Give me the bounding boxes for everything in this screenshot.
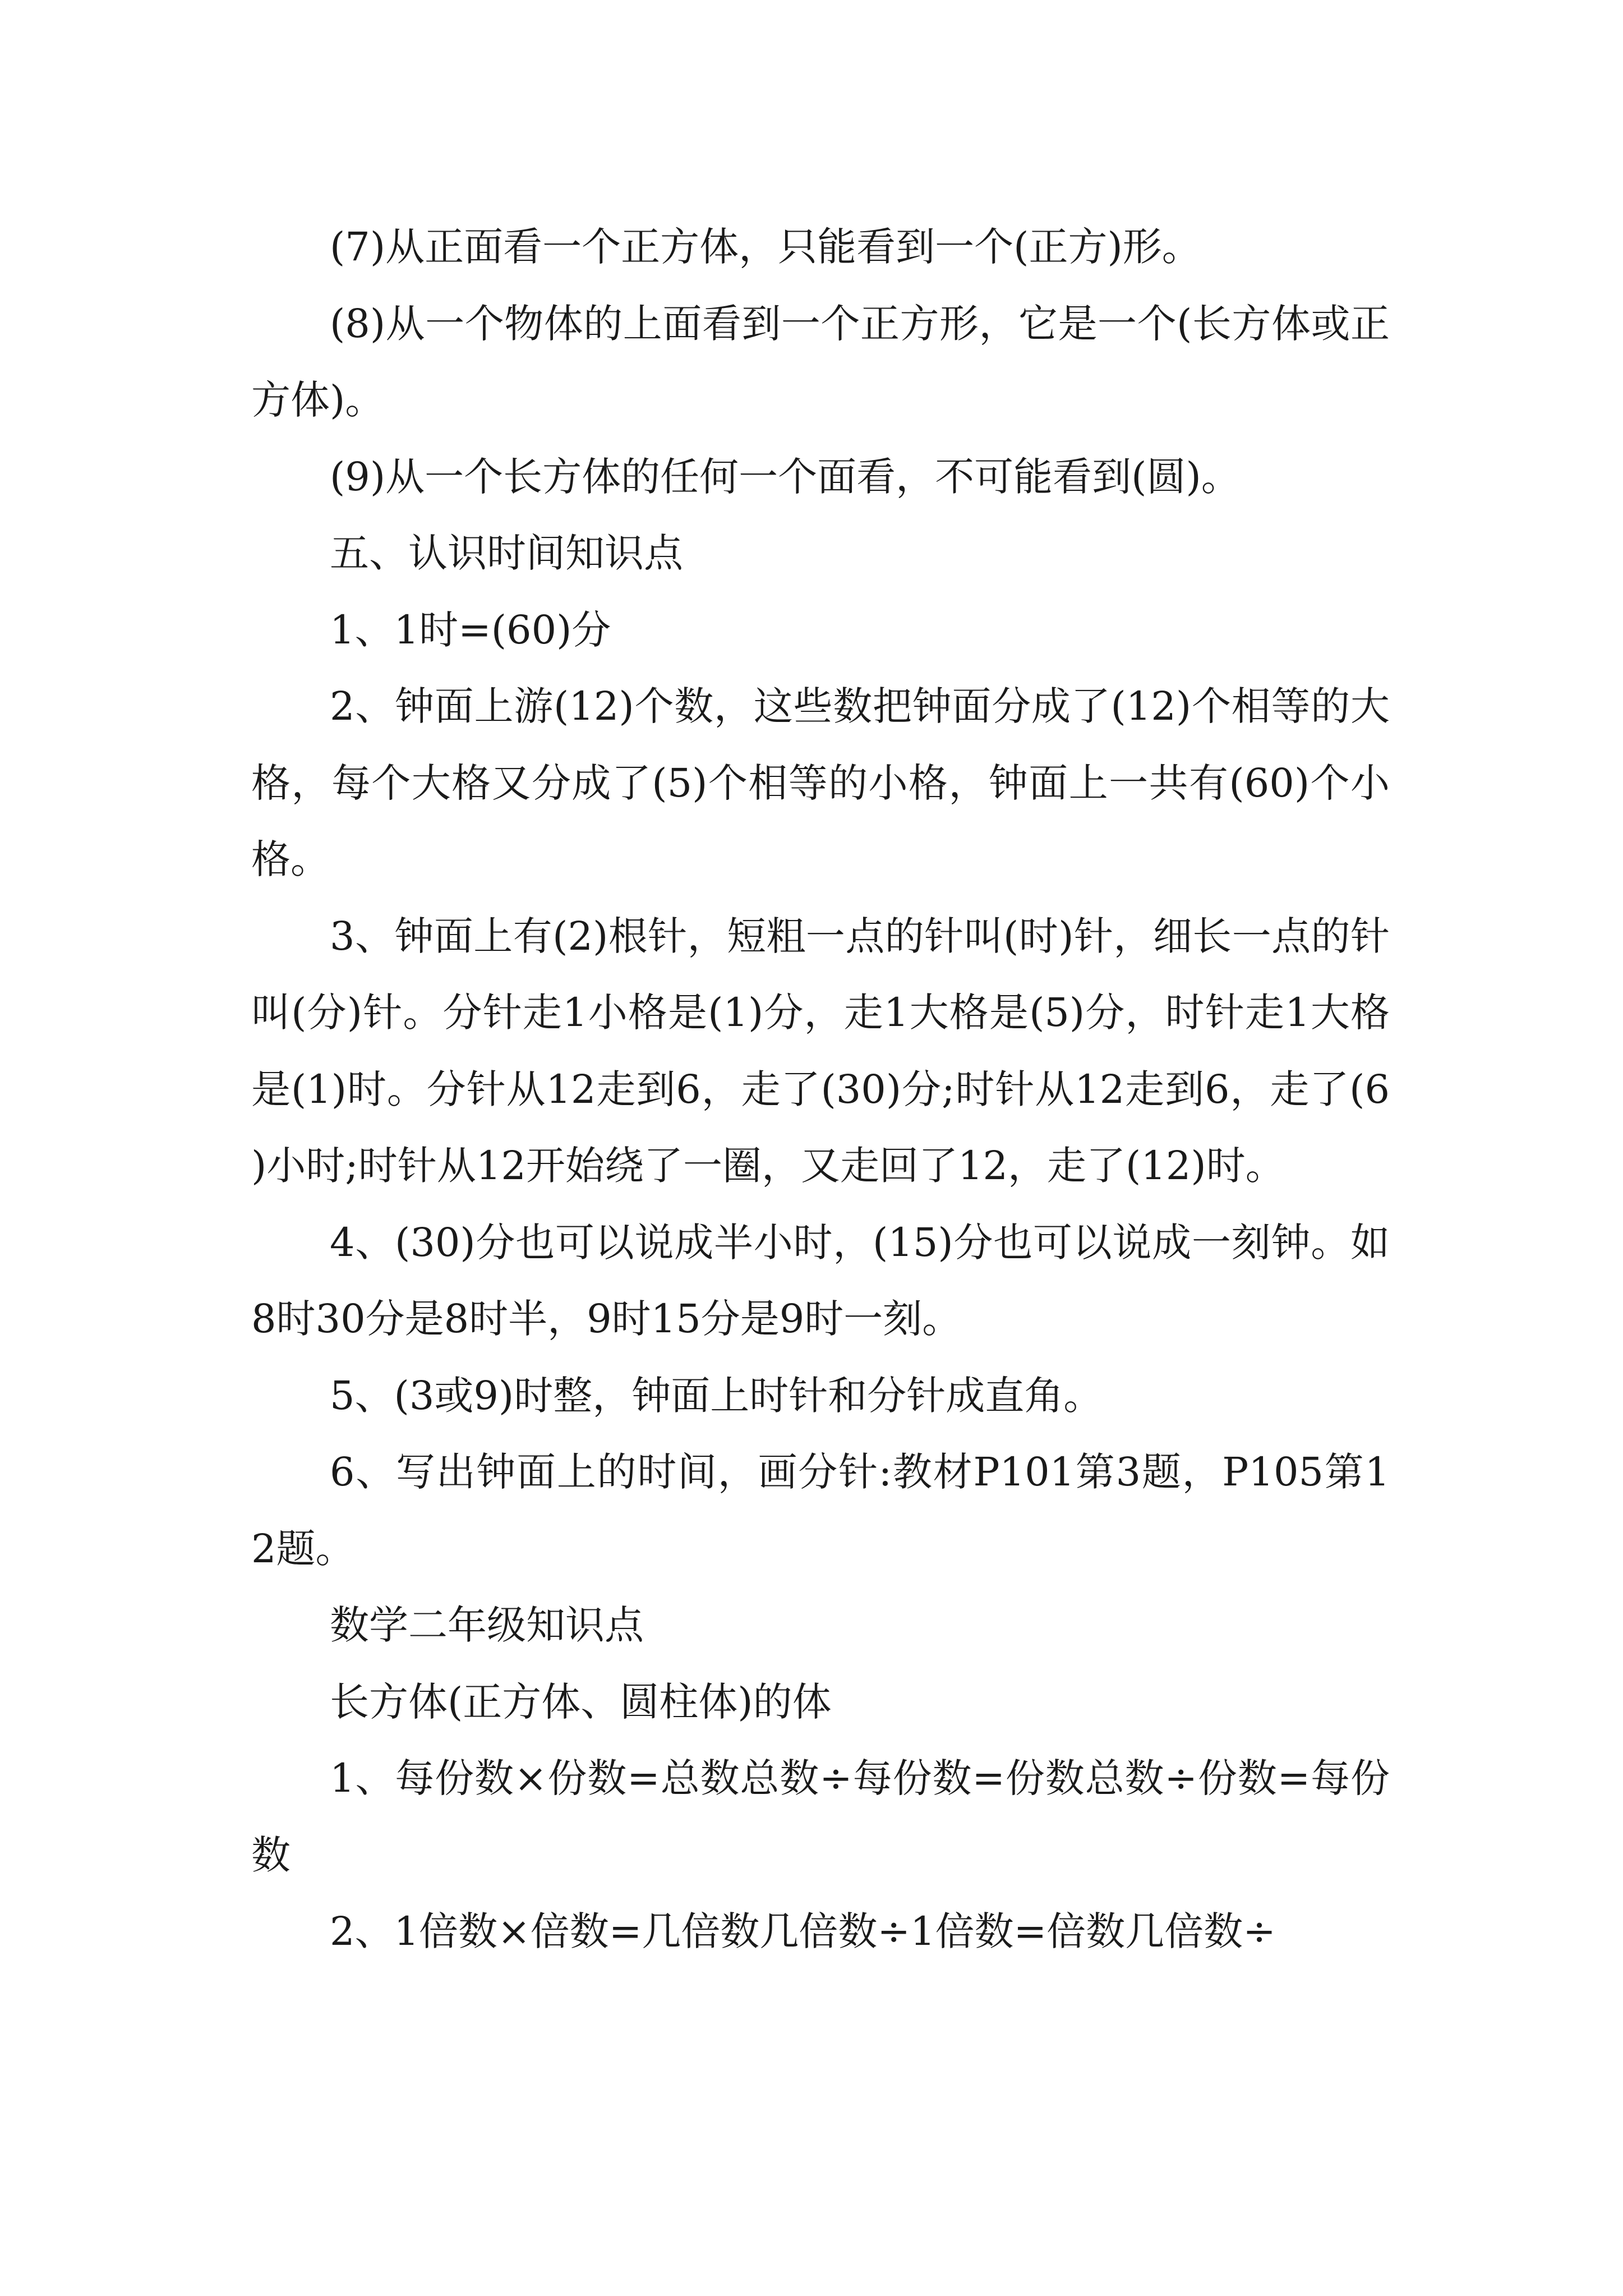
paragraph-top-view-square: (8)从一个物体的上面看到一个正方形，它是一个(长方体或正方体)。 — [251, 300, 1390, 423]
section-heading-time: 五、认识时间知识点 — [330, 530, 683, 576]
paragraph-cuboid-no-circle: (9)从一个长方体的任何一个面看，不可能看到(圆)。 — [330, 453, 1241, 500]
paragraph-clock-face: 2、钟面上游(12)个数，这些数把钟面分成了(12)个相等的大格，每个大格又分成了(5)个相等的小格，钟面上一共有(60)个小格。 — [251, 683, 1390, 882]
paragraph-volume: 长方体(正方体、圆柱体)的体 — [330, 1678, 832, 1725]
document-body — [251, 209, 1390, 1970]
paragraph-clock-hands: 3、钟面上有(2)根针，短粗一点的针叫(时)针，细长一点的针叫(分)针。分针走1小格是(1)分，走1大格是(5)分，时针走1大格是(1)时。分针从12走到6，走了(30)分;时针从12走到6，走了(6)小时;时针从12开始绕了一圈，又走回了12，走了(12)时。 — [251, 913, 1390, 1189]
paragraph-cube-front-view: (7)从正面看一个正方体，只能看到一个(正方)形。 — [330, 224, 1201, 270]
paragraph-right-angle: 5、(3或9)时整，钟面上时针和分针成直角。 — [330, 1372, 1103, 1419]
paragraph-formula-portions: 1、每份数×份数=总数总数÷每份数=份数总数÷份数=每份数 — [251, 1755, 1390, 1878]
paragraph-half-quarter: 4、(30)分也可以说成半小时，(15)分也可以说成一刻钟。如8时30分是8时半，9时15分是9时一刻。 — [251, 1219, 1390, 1342]
section-heading-grade-two: 数学二年级知识点 — [330, 1602, 644, 1648]
paragraph-hour-minutes: 1、1时=(60)分 — [330, 606, 611, 653]
paragraph-textbook-exercise: 6、写出钟面上的时间，画分针:教材P101第3题，P105第12题。 — [251, 1449, 1390, 1572]
paragraph-formula-multiples: 2、1倍数×倍数=几倍数几倍数÷1倍数=倍数几倍数÷ — [330, 1908, 1276, 1954]
